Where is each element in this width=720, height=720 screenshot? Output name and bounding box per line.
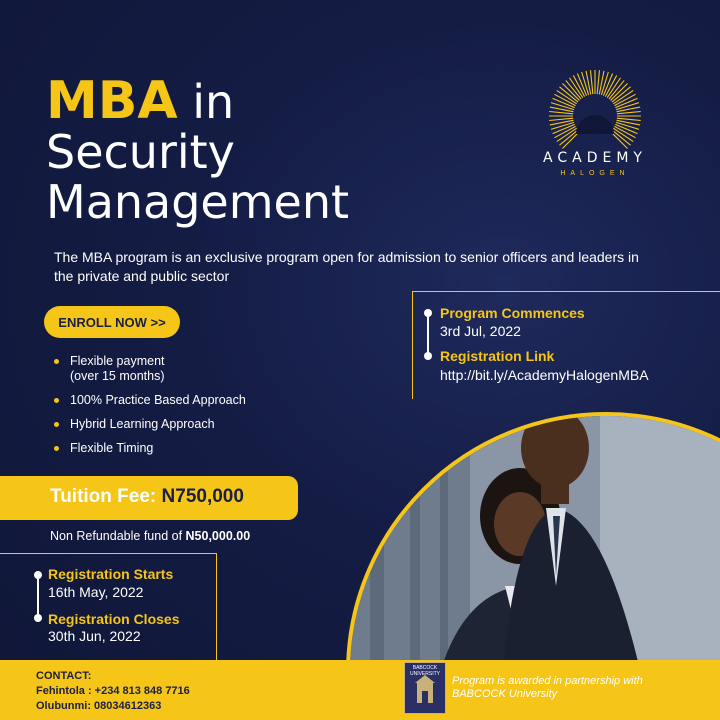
timeline-dot (424, 352, 432, 360)
bullet-icon (54, 446, 59, 451)
partner-line-1: Program is awarded in partnership with (452, 675, 643, 687)
bullet-icon (54, 398, 59, 403)
list-item (54, 441, 246, 456)
registration-starts-date: 16th May, 2022 (48, 584, 144, 600)
bullet-icon (54, 422, 59, 427)
tuition-fee-label: Tuition Fee: (50, 486, 157, 507)
timeline-dot (34, 614, 42, 622)
timeline-dot (424, 309, 432, 317)
list-item (54, 393, 246, 408)
page-title (46, 71, 350, 229)
feature-label: Flexible payment (over 15 months) (70, 354, 165, 383)
feature-label: Flexible Timing (70, 441, 154, 455)
registration-closes-date: 30th Jun, 2022 (48, 628, 141, 644)
babcock-university-logo (404, 662, 446, 714)
tuition-fee (50, 486, 244, 508)
feature-label: Hybrid Learning Approach (70, 417, 215, 431)
title-line-1 (46, 71, 349, 131)
logo-wordmark: ACADEMY (543, 150, 647, 166)
program-commences-date: 3rd Jul, 2022 (440, 323, 521, 339)
program-commences-heading: Program Commences (440, 305, 585, 321)
registration-closes-heading: Registration Closes (48, 611, 180, 627)
contact-line-2[interactable]: Olubunmi: 08034612363 (36, 700, 162, 712)
title-in: in (192, 75, 235, 129)
list-item (54, 354, 246, 384)
partner-note (452, 675, 643, 701)
babcock-logo-text: BABCOCK UNIVERSITY (409, 665, 440, 677)
title-mba: MBA (46, 71, 178, 131)
feature-label: 100% Practice Based Approach (70, 393, 246, 407)
list-item (54, 417, 246, 432)
registration-link-heading: Registration Link (440, 348, 555, 364)
tuition-fee-amount: N750,000 (161, 486, 244, 507)
non-refundable-amount: N50,000.00 (185, 529, 251, 543)
registration-starts-heading: Registration Starts (48, 566, 174, 582)
non-refundable-text: Non Refundable fund of (50, 529, 183, 543)
contact-heading: CONTACT: (36, 670, 92, 682)
contact-line-1[interactable]: Fehintola : +234 813 848 7716 (36, 685, 190, 697)
title-line-2: Security (46, 125, 235, 179)
enroll-now-button[interactable]: ENROLL NOW >> (44, 306, 180, 338)
feature-list (54, 354, 246, 465)
bullet-icon (54, 359, 59, 364)
partner-line-2: BABCOCK University (452, 688, 558, 700)
contact-block (36, 669, 190, 714)
title-line-3: Management (46, 175, 350, 229)
non-refundable-note (50, 529, 250, 543)
registration-link-url[interactable]: http://bit.ly/AcademyHalogenMBA (440, 367, 649, 383)
logo-subtitle: HALOGEN (560, 170, 630, 177)
intro-text: The MBA program is an exclusive program open for admission to senior officers and leaders in the private and public sector (54, 249, 639, 284)
timeline-dot (34, 571, 42, 579)
